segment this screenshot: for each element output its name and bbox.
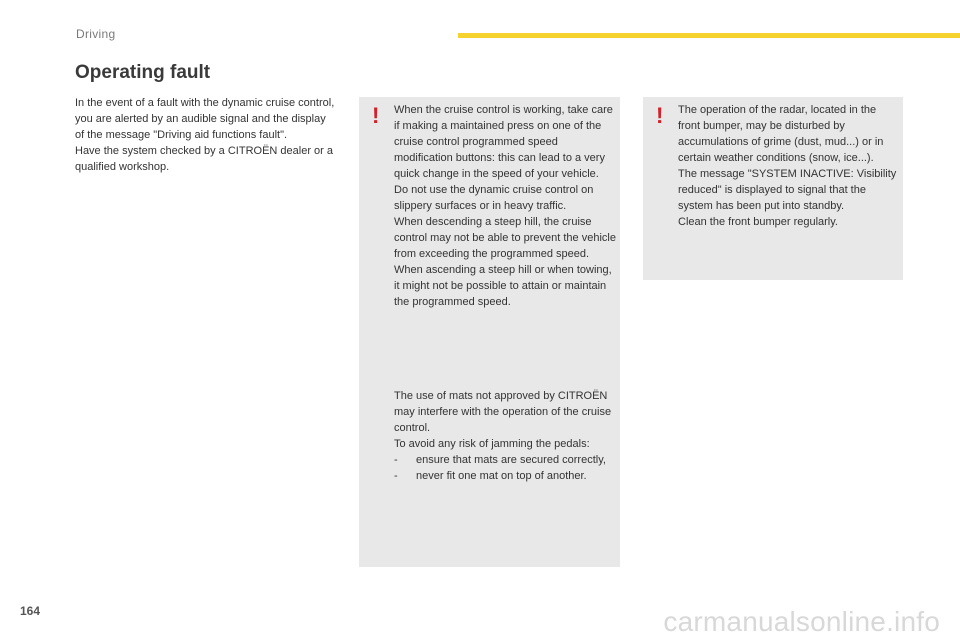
warning-text-block bbox=[394, 102, 616, 310]
warning-paragraph: When ascending a steep hill or when towing, it might not be possible to attain or maintain the programmed speed. bbox=[394, 264, 612, 308]
warning-paragraph: The use of mats not approved by CITROËN may interfere with the operation of the cruise control. bbox=[394, 390, 612, 434]
header-accent-bar bbox=[458, 33, 960, 38]
warning-paragraph: Do not use the dynamic cruise control on slippery surfaces or in heavy traffic. bbox=[394, 184, 594, 212]
warning-text-block-mats bbox=[394, 388, 616, 484]
intro-text bbox=[75, 95, 337, 175]
warning-exclamation-icon: ! bbox=[372, 103, 380, 128]
warning-box-radar bbox=[643, 97, 903, 280]
list-item bbox=[394, 468, 616, 484]
watermark: carmanualsonline.info bbox=[663, 606, 940, 637]
page-number: 164 bbox=[20, 604, 41, 618]
warning-text-block bbox=[678, 102, 898, 230]
warning-exclamation-icon: ! bbox=[656, 103, 664, 128]
warning-paragraph: The message "SYSTEM INACTIVE: Visibility reduced" is displayed to signal that the system has been put into standby. bbox=[678, 168, 897, 212]
warning-paragraph: The operation of the radar, located in the front bumper, may be disturbed by accumulations of grime (dust, mud...) or in certain weather conditions (snow, ice...). bbox=[678, 104, 884, 164]
list-item bbox=[394, 452, 616, 468]
list-dash: - bbox=[394, 454, 398, 466]
intro-paragraph: Have the system checked by a CITROËN dealer or a qualified workshop. bbox=[75, 145, 333, 173]
warning-paragraph: To avoid any risk of jamming the pedals: bbox=[394, 438, 590, 450]
list-dash: - bbox=[394, 470, 398, 482]
list-item-text: never fit one mat on top of another. bbox=[416, 470, 587, 482]
warning-paragraph: Clean the front bumper regularly. bbox=[678, 216, 838, 228]
warning-paragraph: When descending a steep hill, the cruise control may not be able to prevent the vehicle from exceeding the programmed speed. bbox=[394, 216, 616, 260]
warning-paragraph: When the cruise control is working, take care if making a maintained press on one of the cruise control programmed speed modification buttons: this can lead to a very quick change in the speed of your vehicle. bbox=[394, 104, 613, 180]
page-title: Operating fault bbox=[75, 62, 211, 83]
section-header: Driving bbox=[76, 27, 116, 41]
intro-paragraph: In the event of a fault with the dynamic cruise control, you are alerted by an audible signal and the display of the message "Driving aid functions fault". bbox=[75, 97, 335, 141]
list-item-text: ensure that mats are secured correctly, bbox=[416, 454, 606, 466]
warning-box-cruise-control bbox=[359, 97, 620, 567]
